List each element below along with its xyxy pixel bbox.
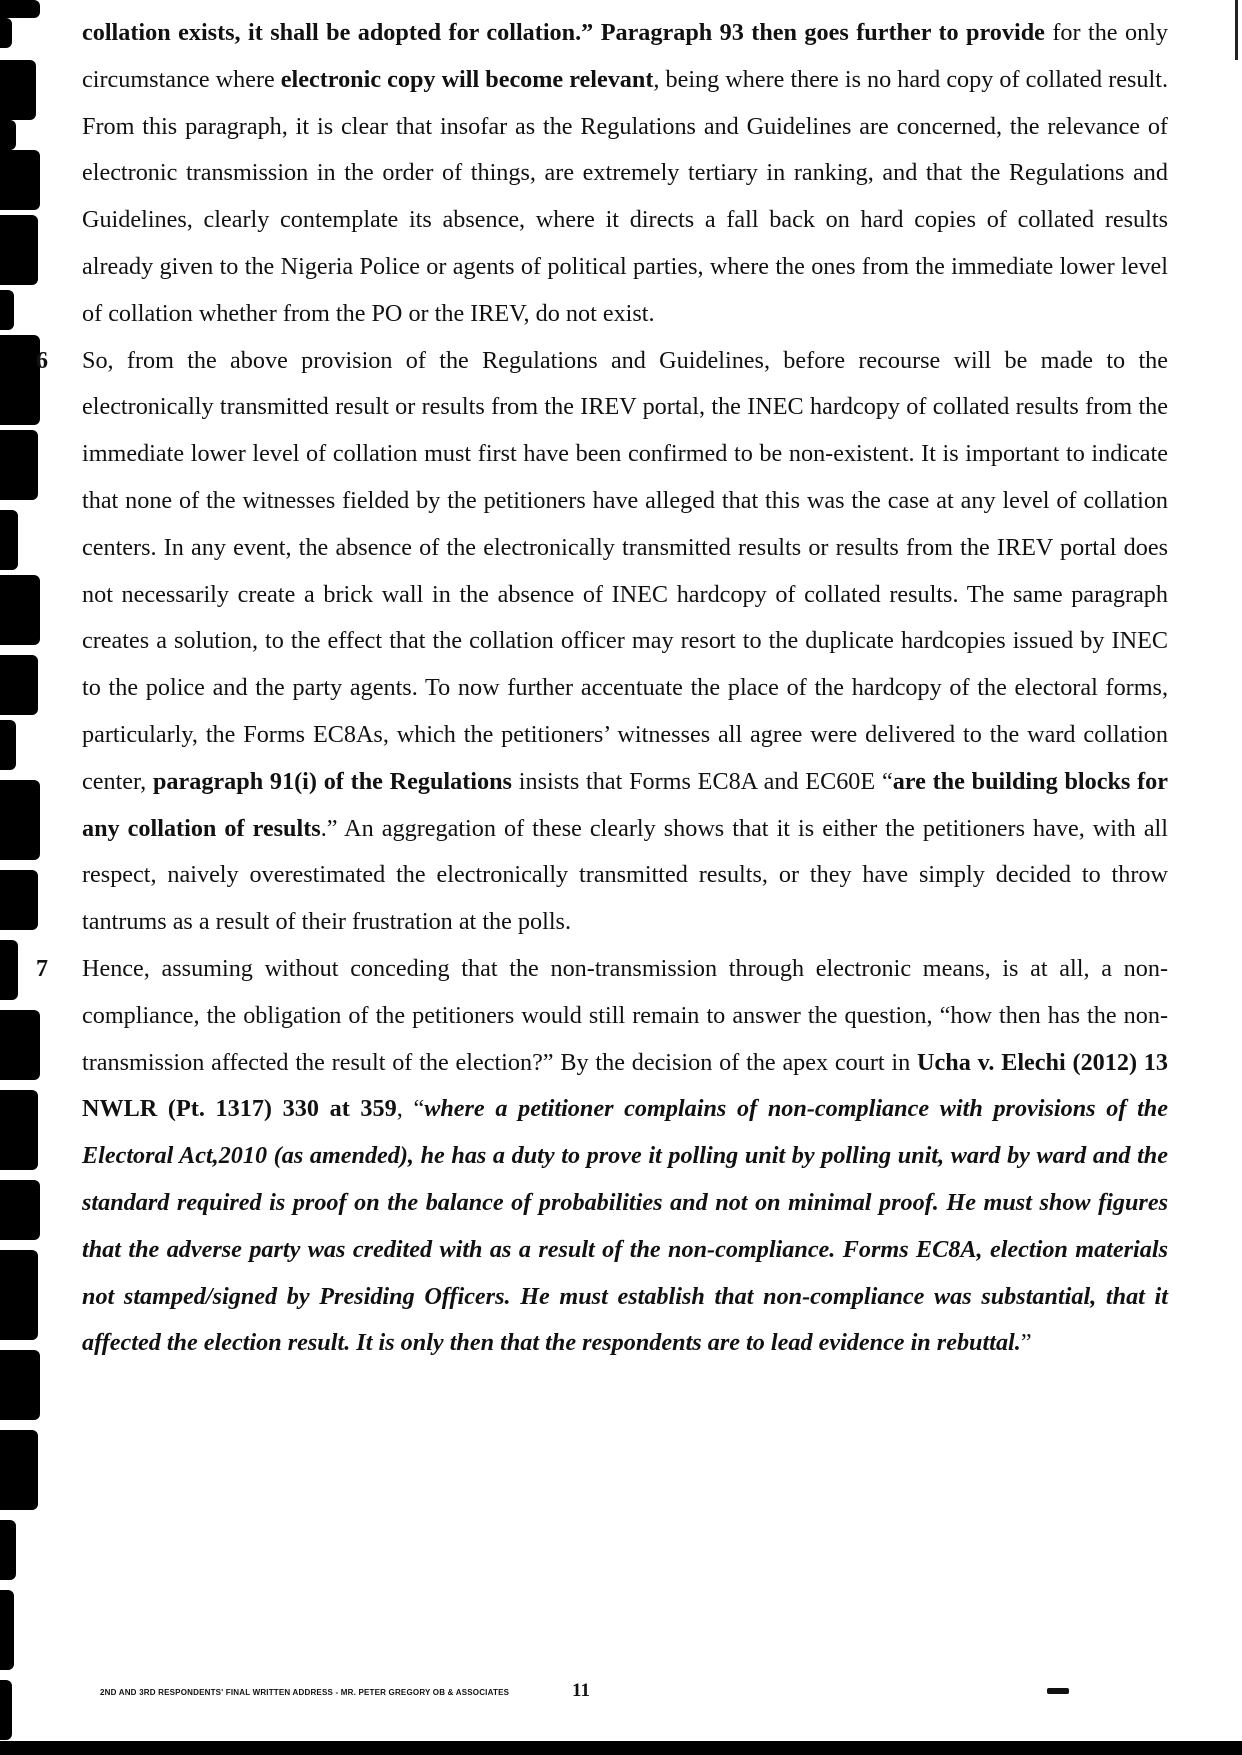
binding-mark <box>0 1520 16 1580</box>
body-text: So, from the above provision of the Regulations and Guidelines, before recourse will be made to the electronically transmitted result or results from the IREV portal, the INEC hardcopy of collated results from the immediate lower level of collation must first have been confirmed to be non-existent. It is important to indicate that none of the witnesses fielded by the petitioners have alleged that this was the case at any level of collation centers. In any event, the absence of the electronically transmitted results or results from the IREV portal does not necessarily create a brick wall in the absence of INEC hardcopy of collated results. The same paragraph creates a solution, to the effect that the collation officer may resort to the duplicate hardcopies issued by INEC to the police and the party agents. To now further accentuate the place of the hardcopy of the electoral forms, particularly, the Forms EC8As, which the petitioners’ witnesses all agree were delivered to the ward collation center, <box>82 346 1168 795</box>
binding-mark <box>0 215 38 285</box>
binding-mark <box>0 1250 38 1340</box>
body-text: ” <box>1020 1329 1032 1357</box>
body-text: insists that Forms EC8A and EC60E “ <box>511 767 893 795</box>
body-text: , being where there is no hard copy of collated result. From this paragraph, it is clear that insofar as the Regulations and Guidelines are concerned, the relevance of electronic transmission in the order of things, are extremely tertiary in ranking, and that the Regulations and Guidelines, clearly contemplate its absence, where it directs a fall back on hard copies of collated results already given to the Nigeria Police or agents of political parties, where the ones from the immediate lower level of collation whether from the PO or the IREV, do not exist. <box>82 65 1168 327</box>
body-text: Hence, assuming without conceding that the non-transmission through electronic means, is at all, a non-compliance, the obligation of the petitioners would still remain to answer the question, “how then has the non-transmission affected the result of the election?” By the decision of the apex court in <box>82 954 1168 1076</box>
binding-mark <box>0 150 40 210</box>
binding-mark <box>0 60 36 120</box>
paragraph-number: 7 <box>36 955 48 982</box>
paragraph-number: 6 <box>36 347 48 374</box>
binding-mark <box>0 1590 14 1670</box>
binding-mark <box>0 290 14 330</box>
quoted-text: where a petitioner complains of non-compliance with provisions of the Electoral Act,2010 (as amended), he has a duty to prove it polling unit by polling unit, ward by ward and the standard required is proof on the balance of probabilities and not on minimal proof. He must show figures that the adverse party was credited with as a result of the non-compliance. Forms EC8A, election materials not stamped/signed by Presiding Officers. He must establish that non-compliance was substantial, that it affected the election result. It is only then that the respondents are to lead evidence in rebuttal. <box>82 1095 1168 1357</box>
binding-mark <box>0 1680 12 1740</box>
binding-mark <box>0 1350 40 1420</box>
binding-mark <box>0 780 40 860</box>
binding-mark <box>0 720 16 770</box>
document-body <box>36 10 1168 1367</box>
paragraph <box>36 338 1168 946</box>
binding-mark <box>0 510 18 570</box>
binding-mark <box>0 120 16 150</box>
binding-mark <box>0 940 18 1000</box>
binding-mark <box>0 0 40 18</box>
initials-mark <box>1047 1688 1069 1694</box>
body-text: for the only circumstance where <box>82 19 1168 93</box>
binding-mark <box>0 1090 38 1170</box>
scan-binding-edge <box>0 0 44 1755</box>
bold-text: Ucha v. Elechi (2012) 13 NWLR (Pt. 1317) 330 at 359 <box>82 1048 1168 1123</box>
page-footer <box>100 1680 1100 1710</box>
paragraph <box>82 10 1168 338</box>
bold-text: collation exists, it shall be adopted for collation. <box>82 19 582 46</box>
binding-mark <box>0 18 12 48</box>
body-text: , “ <box>396 1095 425 1123</box>
scan-right-edge <box>1235 0 1238 60</box>
binding-mark <box>0 1010 40 1080</box>
running-title: 2ND AND 3RD RESPONDENTS' FINAL WRITTEN ADDRESS - MR. PETER GREGORY OB & ASSOCIATES <box>100 1688 510 1697</box>
bold-text: are the building blocks for any collation of results <box>82 767 1168 842</box>
paragraph <box>36 946 1168 1367</box>
binding-mark <box>0 430 38 500</box>
binding-mark <box>0 1180 40 1240</box>
binding-mark <box>0 655 38 715</box>
scan-bottom-edge <box>0 1741 1242 1755</box>
binding-mark <box>0 335 40 425</box>
body-text: .” An aggregation of these clearly shows that it is either the petitioners have, with all respect, naively overestimated the electronically transmitted results, or they have simply decided to throw tantrums as a result of their frustration at the polls. <box>82 814 1168 936</box>
page-number: 11 <box>572 1680 590 1701</box>
binding-mark <box>0 1430 38 1510</box>
bold-text: electronic copy will become relevant <box>280 65 654 93</box>
binding-mark <box>0 870 38 930</box>
bold-text: paragraph 91(i) of the Regulations <box>152 767 512 795</box>
bold-text: ” Paragraph 93 then goes further to provide <box>581 19 1045 46</box>
binding-mark <box>0 575 40 645</box>
